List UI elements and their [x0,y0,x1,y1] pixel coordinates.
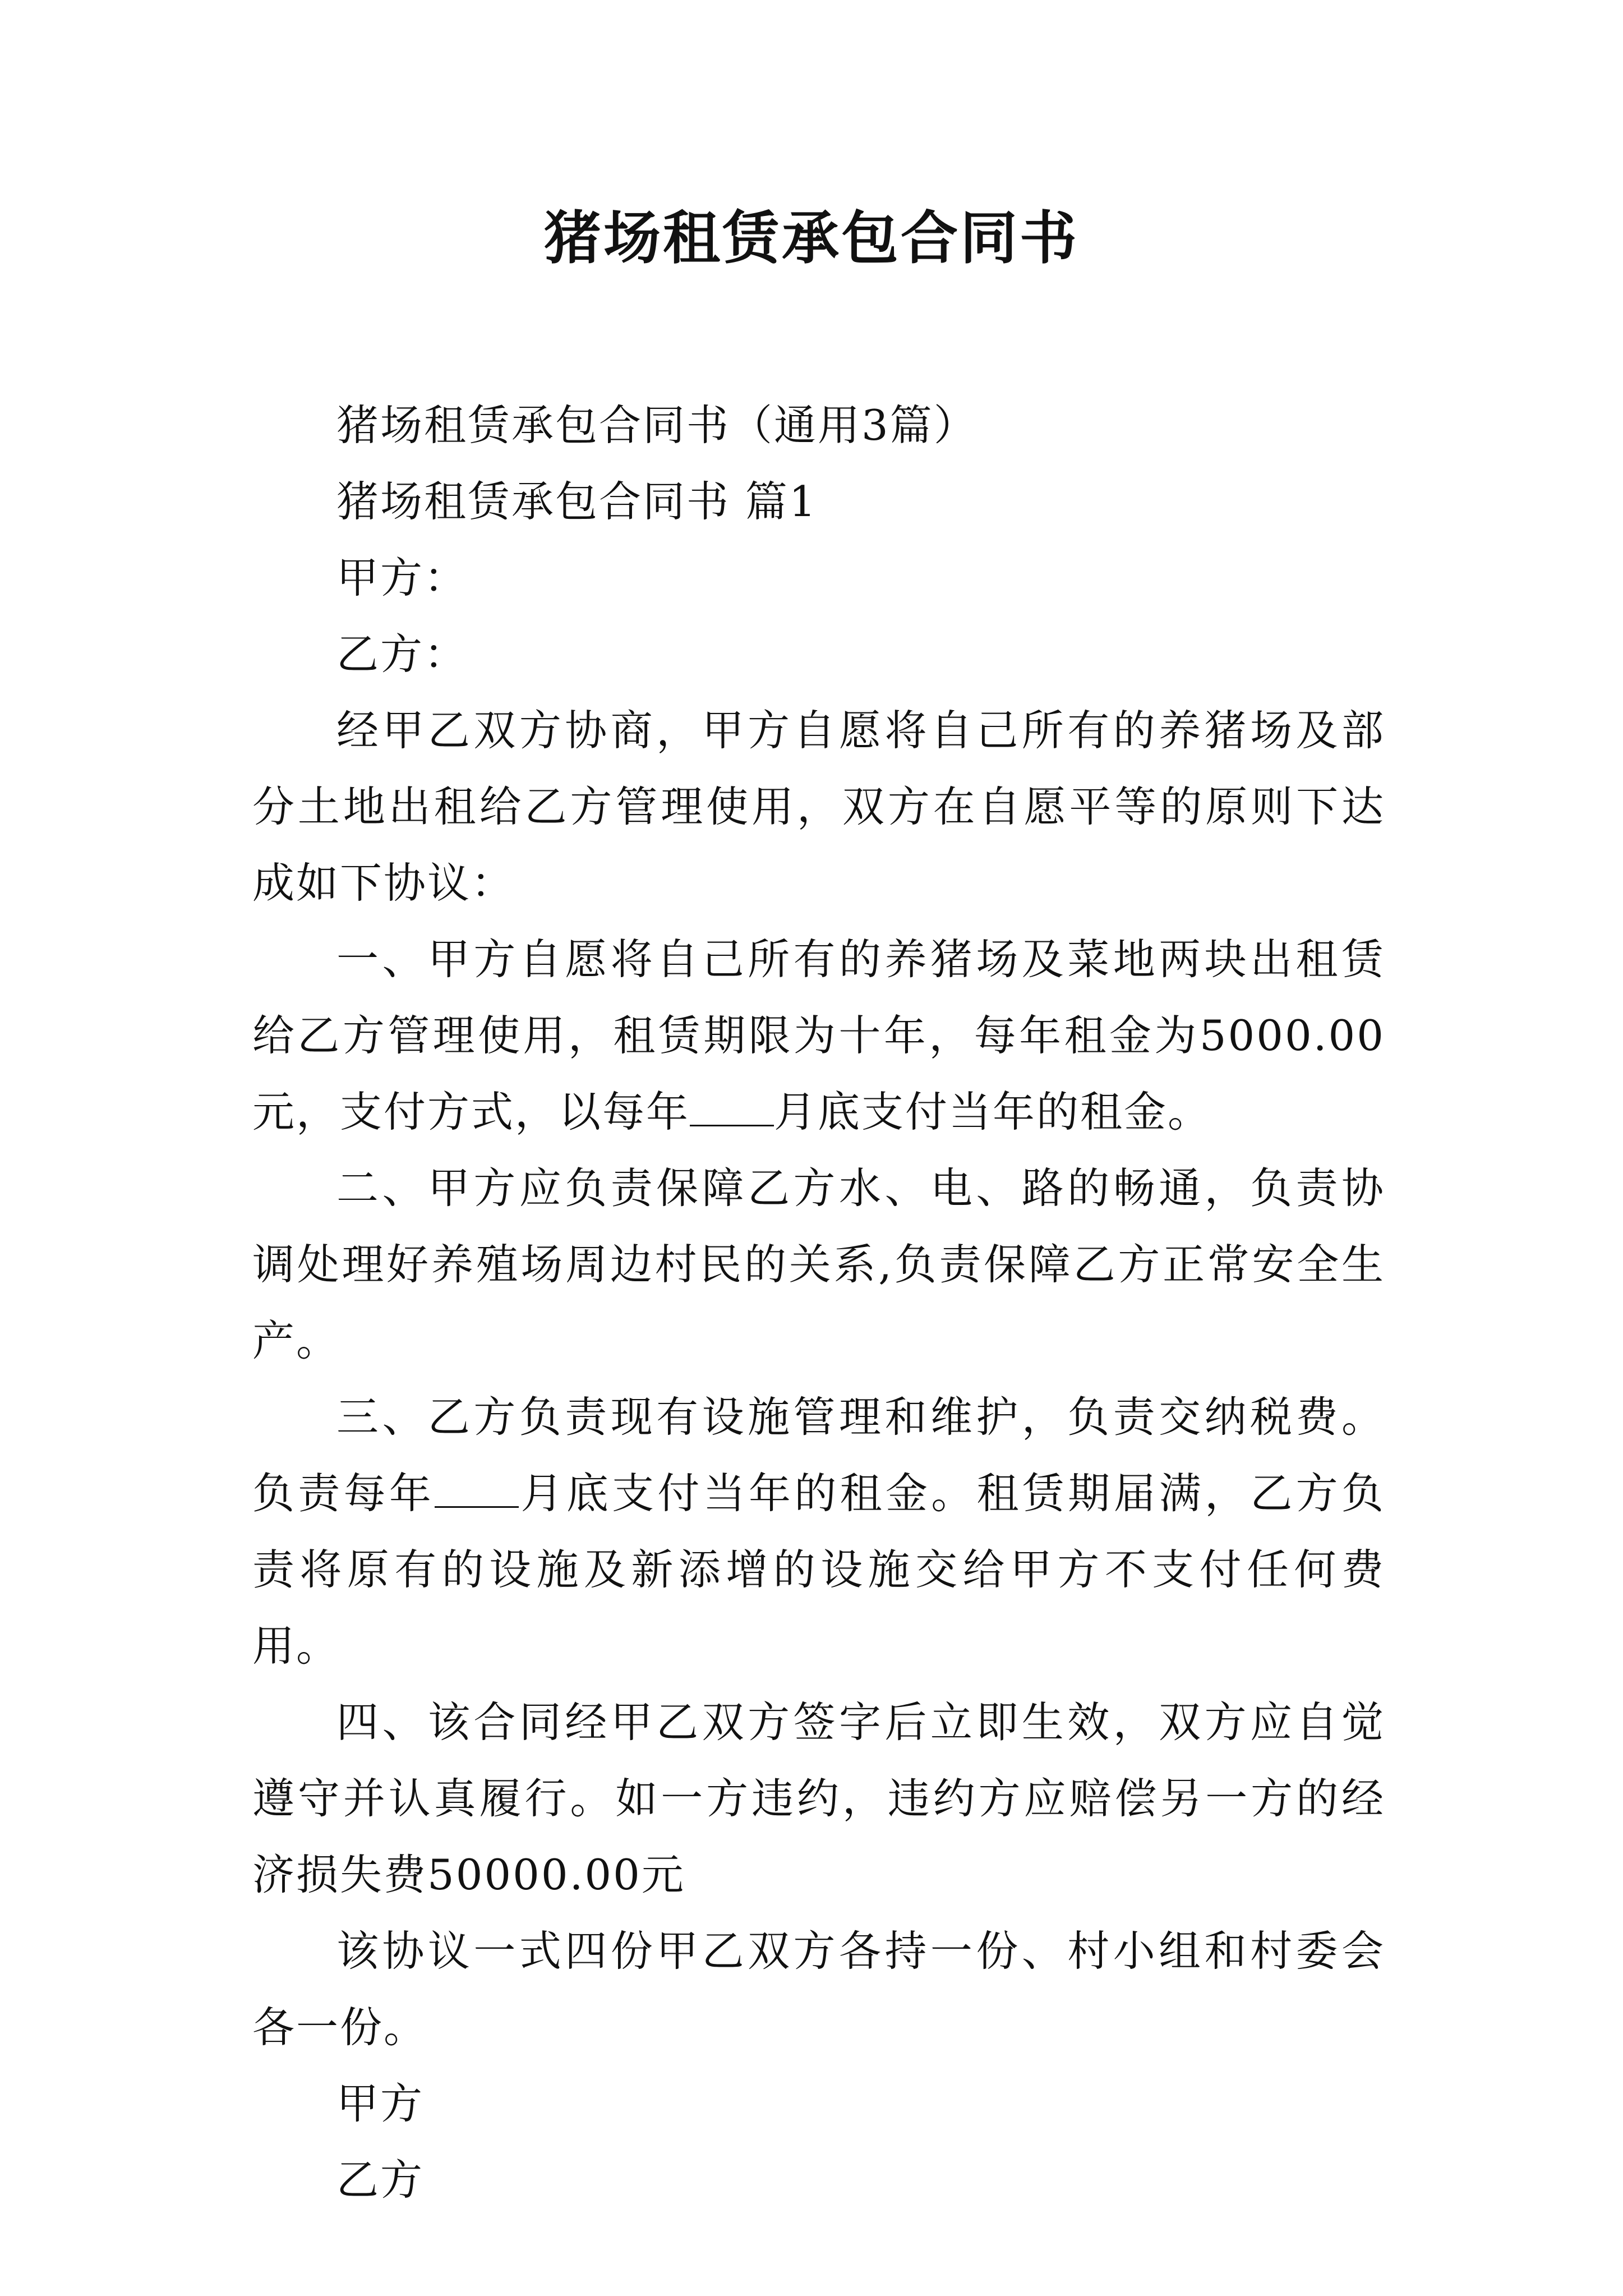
clause-2: 二、甲方应负责保障乙方水、电、路的畅通，负责协调处理好养殖场周边村民的关系,负责保障乙方正常安全生产。 [252,1163,1385,1365]
section-heading: 猪场租赁承包合同书 篇1 [336,477,818,526]
document-body [252,387,1385,2218]
party-b-label: 乙方： [336,629,468,679]
clause-3 [252,1379,1385,1684]
clause-1-text: 一、甲方自愿将自己所有的养猪场及菜地两块出租赁给乙方管理使用，租赁期限为十年，每年租金为5000.00元，支付方式，以每年 [252,935,1385,1137]
clause-1-tail: 月底支付当年的租金。 [774,1087,1212,1137]
clause-4: 四、该合同经甲乙双方签字后立即生效，双方应自觉遵守并认真履行。如一方违约，违约方应赔偿另一方的经济损失费50000.00元 [252,1697,1385,1899]
clause-1 [252,921,1385,1150]
signature-party-a: 甲方 [336,2079,425,2128]
subtitle: 猪场租赁承包合同书（通用3篇） [336,401,978,450]
copies-paragraph: 该协议一式四份甲乙双方各持一份、村小组和村委会各一份。 [252,1926,1385,2052]
party-a-label: 甲方： [336,553,468,602]
rent-month-blank [435,1469,519,1508]
signature-party-b: 乙方 [336,2155,425,2205]
intro-paragraph: 经甲乙双方协商，甲方自愿将自己所有的养猪场及部分土地出租给乙方管理使用，双方在自愿平等的原则下达成如下协议： [252,706,1385,908]
clause-3-text: 三、乙方负责现有设施管理和维护，负责交纳税费。负责每年 [252,1392,1385,1518]
payment-month-blank [690,1088,774,1126]
clause-3-tail: 月底支付当年的租金。租赁期届满，乙方负责将原有的设施及新添增的设施交给甲方不支付任何费用。 [252,1469,1385,1671]
document-title: 猪场租赁承包合同书 [544,205,1079,272]
